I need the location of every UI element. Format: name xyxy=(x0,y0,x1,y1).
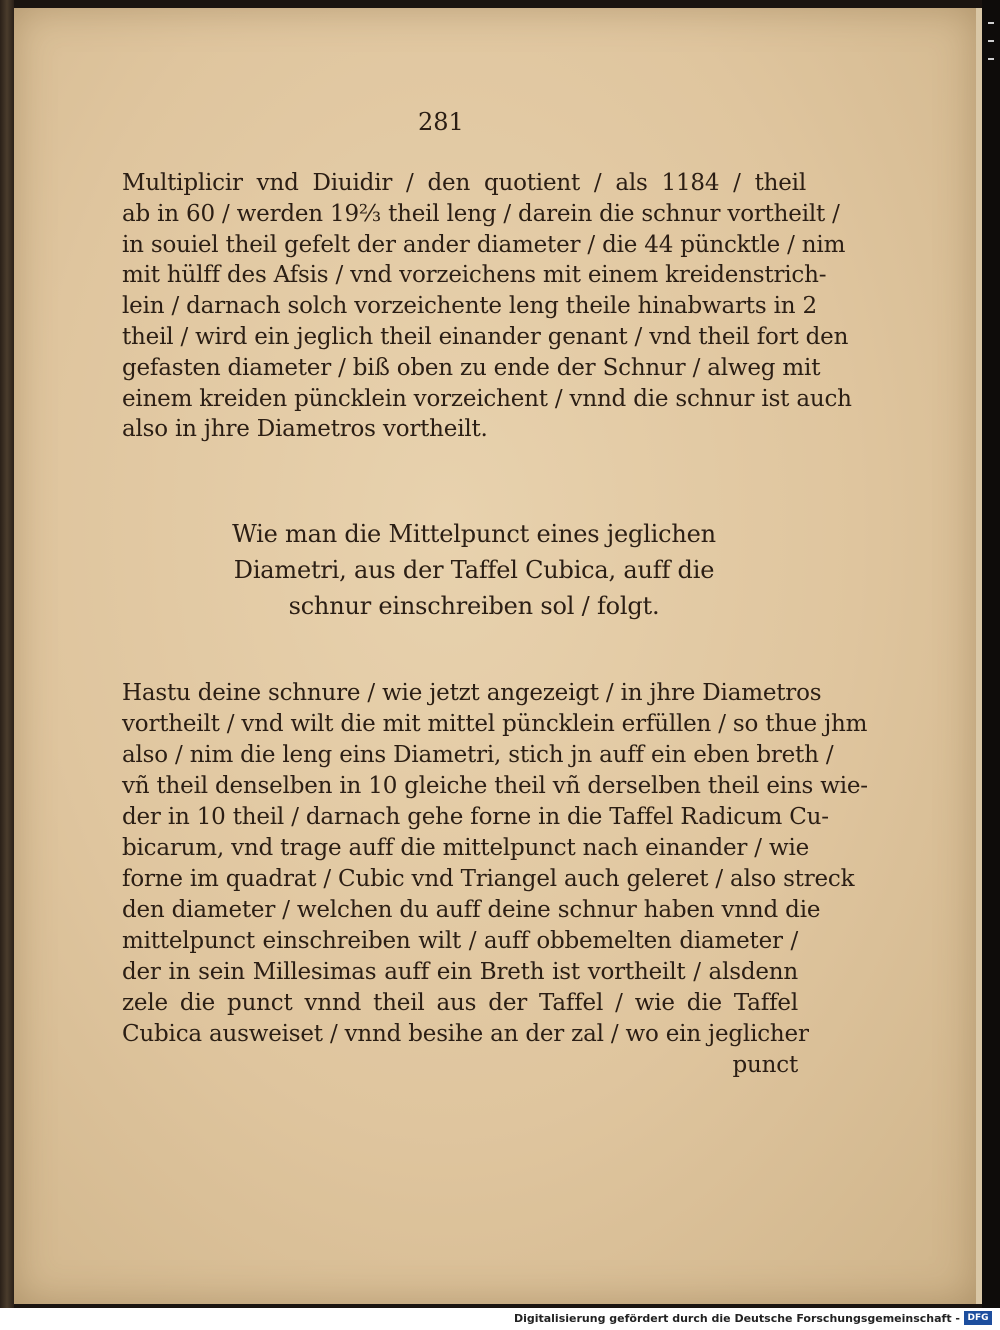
paragraph-2-line: der in sein Millesimas auff ein Breth ist vortheilt / alsdenn xyxy=(122,959,798,985)
scan-edge-mark xyxy=(988,40,994,42)
paragraph-2 xyxy=(122,678,868,1081)
paragraph-2-line: bicarum, vnd trage auff die mittelpunct nach einander / wie xyxy=(122,835,810,861)
paragraph-1-line: Multiplicir vnd Diuidir / den quotient / als 1184 / theil xyxy=(122,170,806,196)
paragraph-2-line: den diameter / welchen du auff deine schnur haben vnnd die xyxy=(122,897,821,923)
paragraph-2-line: vortheilt / vnd wilt die mit mittel püncklein erfüllen / so thue jhm xyxy=(122,711,868,737)
heading-line: Wie man die Mittelpunct eines jeglichen xyxy=(232,520,716,548)
paragraph-1-line: also in jhre Diametros vortheilt. xyxy=(122,416,488,443)
paragraph-1-line: mit hülff des Afsis / vnd vorzeichens mit einem kreidenstrich- xyxy=(122,262,827,289)
catchword: punct xyxy=(732,1052,798,1078)
paragraph-1-line: gefasten diameter / biß oben zu ende der Schnur / alweg mit xyxy=(122,354,821,381)
scan-edge-mark xyxy=(988,22,994,24)
book-page xyxy=(14,8,976,1304)
dfg-logo: DFG xyxy=(964,1311,992,1325)
paragraph-2-line: Hastu deine schnure / wie jetzt angezeigt / in jhre Diametros xyxy=(122,680,822,706)
paragraph-2-line: der in 10 theil / darnach gehe forne in die Taffel Radicum Cu- xyxy=(122,804,829,830)
paragraph-2-line: vñ theil denselben in 10 gleiche theil vñ derselben theil eins wie- xyxy=(122,773,868,799)
paragraph-1 xyxy=(122,168,852,445)
paragraph-2-line: zele die punct vnnd theil aus der Taffel / wie die Taffel xyxy=(122,990,798,1016)
paragraph-1-line: ab in 60 / werden 19⅔ theil leng / darein die schnur vortheilt / xyxy=(122,200,840,227)
paragraph-2-line: forne im quadrat / Cubic vnd Triangel auch geleret / also streck xyxy=(122,866,855,892)
heading-line: Diametri, aus der Taffel Cubica, auff die xyxy=(233,556,715,584)
paragraph-1-line: in souiel theil gefelt der ander diameter / die 44 püncktle / nim xyxy=(122,231,846,258)
page-number: 281 xyxy=(418,108,464,136)
scan-edge-strip xyxy=(982,0,1000,1308)
funding-credit: Digitalisierung gefördert durch die Deutsche Forschungsgemeinschaft - xyxy=(513,1312,960,1325)
paragraph-2-line: Cubica ausweiset / vnnd besihe an der zal / wo ein jeglicher xyxy=(122,1021,809,1047)
section-heading xyxy=(154,516,794,624)
paragraph-2-line: also / nim die leng eins Diametri, stich jn auff ein eben breth / xyxy=(122,742,834,768)
paragraph-1-line: lein / darnach solch vorzeichente leng theile hinabwarts in 2 xyxy=(122,293,817,320)
paragraph-1-line: einem kreiden püncklein vorzeichent / vnnd die schnur ist auch xyxy=(122,385,852,412)
paragraph-1-line: theil / wird ein jeglich theil einander genant / vnd theil fort den xyxy=(122,323,849,350)
scan-edge-mark xyxy=(988,58,994,60)
paragraph-2-line: mittelpunct einschreiben wilt / auff obbemelten diameter / xyxy=(122,928,798,954)
heading-line: schnur einschreiben sol / folgt. xyxy=(288,592,660,620)
book-binding-edge xyxy=(0,0,14,1308)
